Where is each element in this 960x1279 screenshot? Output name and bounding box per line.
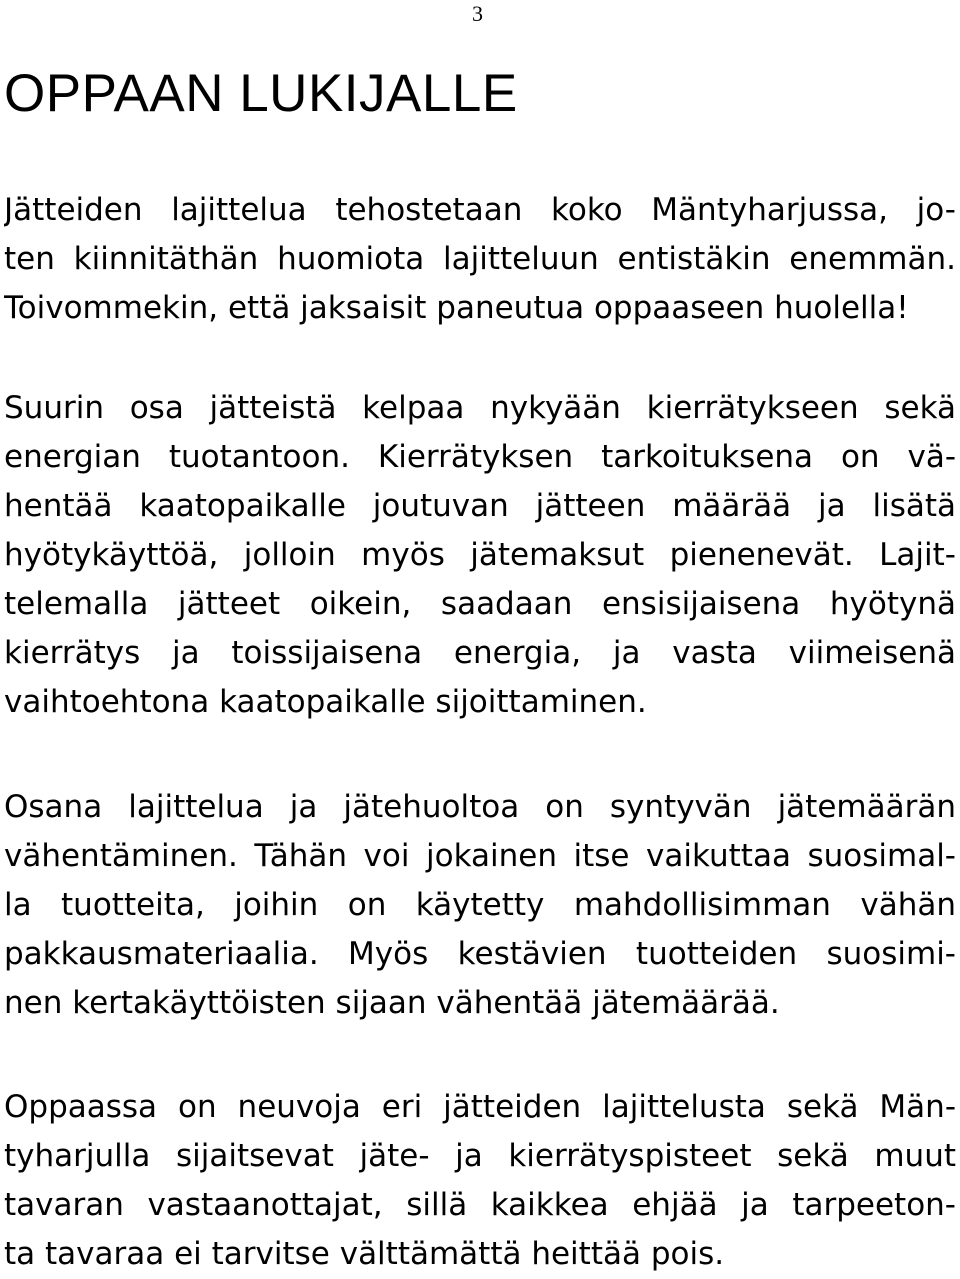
paragraph-line: nen kertakäyttöisten sijaan vähentää jätemäärää. — [4, 985, 780, 1021]
paragraph-line: tyharjulla sijaitsevat jäte- ja kierrätyspisteet sekä muut — [4, 1138, 956, 1174]
paragraph-recycling — [4, 384, 956, 727]
page-number: 3 — [472, 1, 483, 26]
paragraph-line: energian tuotantoon. Kierrätyksen tarkoituksena on vä- — [4, 439, 956, 475]
paragraph-line: Osana lajittelua ja jätehuoltoa on syntyvän jätemäärän — [4, 789, 956, 825]
paragraph-waste-reduction — [4, 783, 956, 1028]
paragraph-line: vähentäminen. Tähän voi jokainen itse vaikuttaa suosimal- — [4, 838, 956, 874]
paragraph-line: pakkausmateriaalia. Myös kestävien tuotteiden suosimi- — [4, 936, 956, 972]
paragraph-line: hentää kaatopaikalle joutuvan jätteen määrää ja lisätä — [4, 488, 956, 524]
paragraph-line: hyötykäyttöä, jolloin myös jätemaksut pienenevät. Lajit- — [4, 537, 956, 573]
paragraph-line: Toivommekin, että jaksaisit paneutua oppaaseen huolella! — [4, 290, 909, 326]
paragraph-line: vaihtoehtona kaatopaikalle sijoittaminen. — [4, 684, 647, 720]
paragraph-guide-contents — [4, 1083, 956, 1279]
paragraph-line: Suurin osa jätteistä kelpaa nykyään kierrätykseen sekä — [4, 390, 956, 426]
paragraph-line: tavaran vastaanottajat, sillä kaikkea ehjää ja tarpeeton- — [4, 1187, 956, 1223]
paragraph-line: Oppaassa on neuvoja eri jätteiden lajittelusta sekä Män- — [4, 1089, 956, 1125]
paragraph-line: la tuotteita, joihin on käytetty mahdollisimman vähän — [4, 887, 956, 923]
paragraph-intro — [4, 186, 956, 333]
page-title: OPPAAN LUKIJALLE — [4, 64, 518, 123]
paragraph-line: ta tavaraa ei tarvitse välttämättä heittää pois. — [4, 1236, 725, 1272]
paragraph-line: telemalla jätteet oikein, saadaan ensisijaisena hyötynä — [4, 586, 956, 622]
paragraph-line: kierrätys ja toissijaisena energia, ja vasta viimeisenä — [4, 635, 956, 671]
paragraph-line: ten kiinnitäthän huomiota lajitteluun entistäkin enemmän. — [4, 241, 956, 277]
paragraph-line: Jätteiden lajittelua tehostetaan koko Mäntyharjussa, jo- — [4, 192, 956, 228]
